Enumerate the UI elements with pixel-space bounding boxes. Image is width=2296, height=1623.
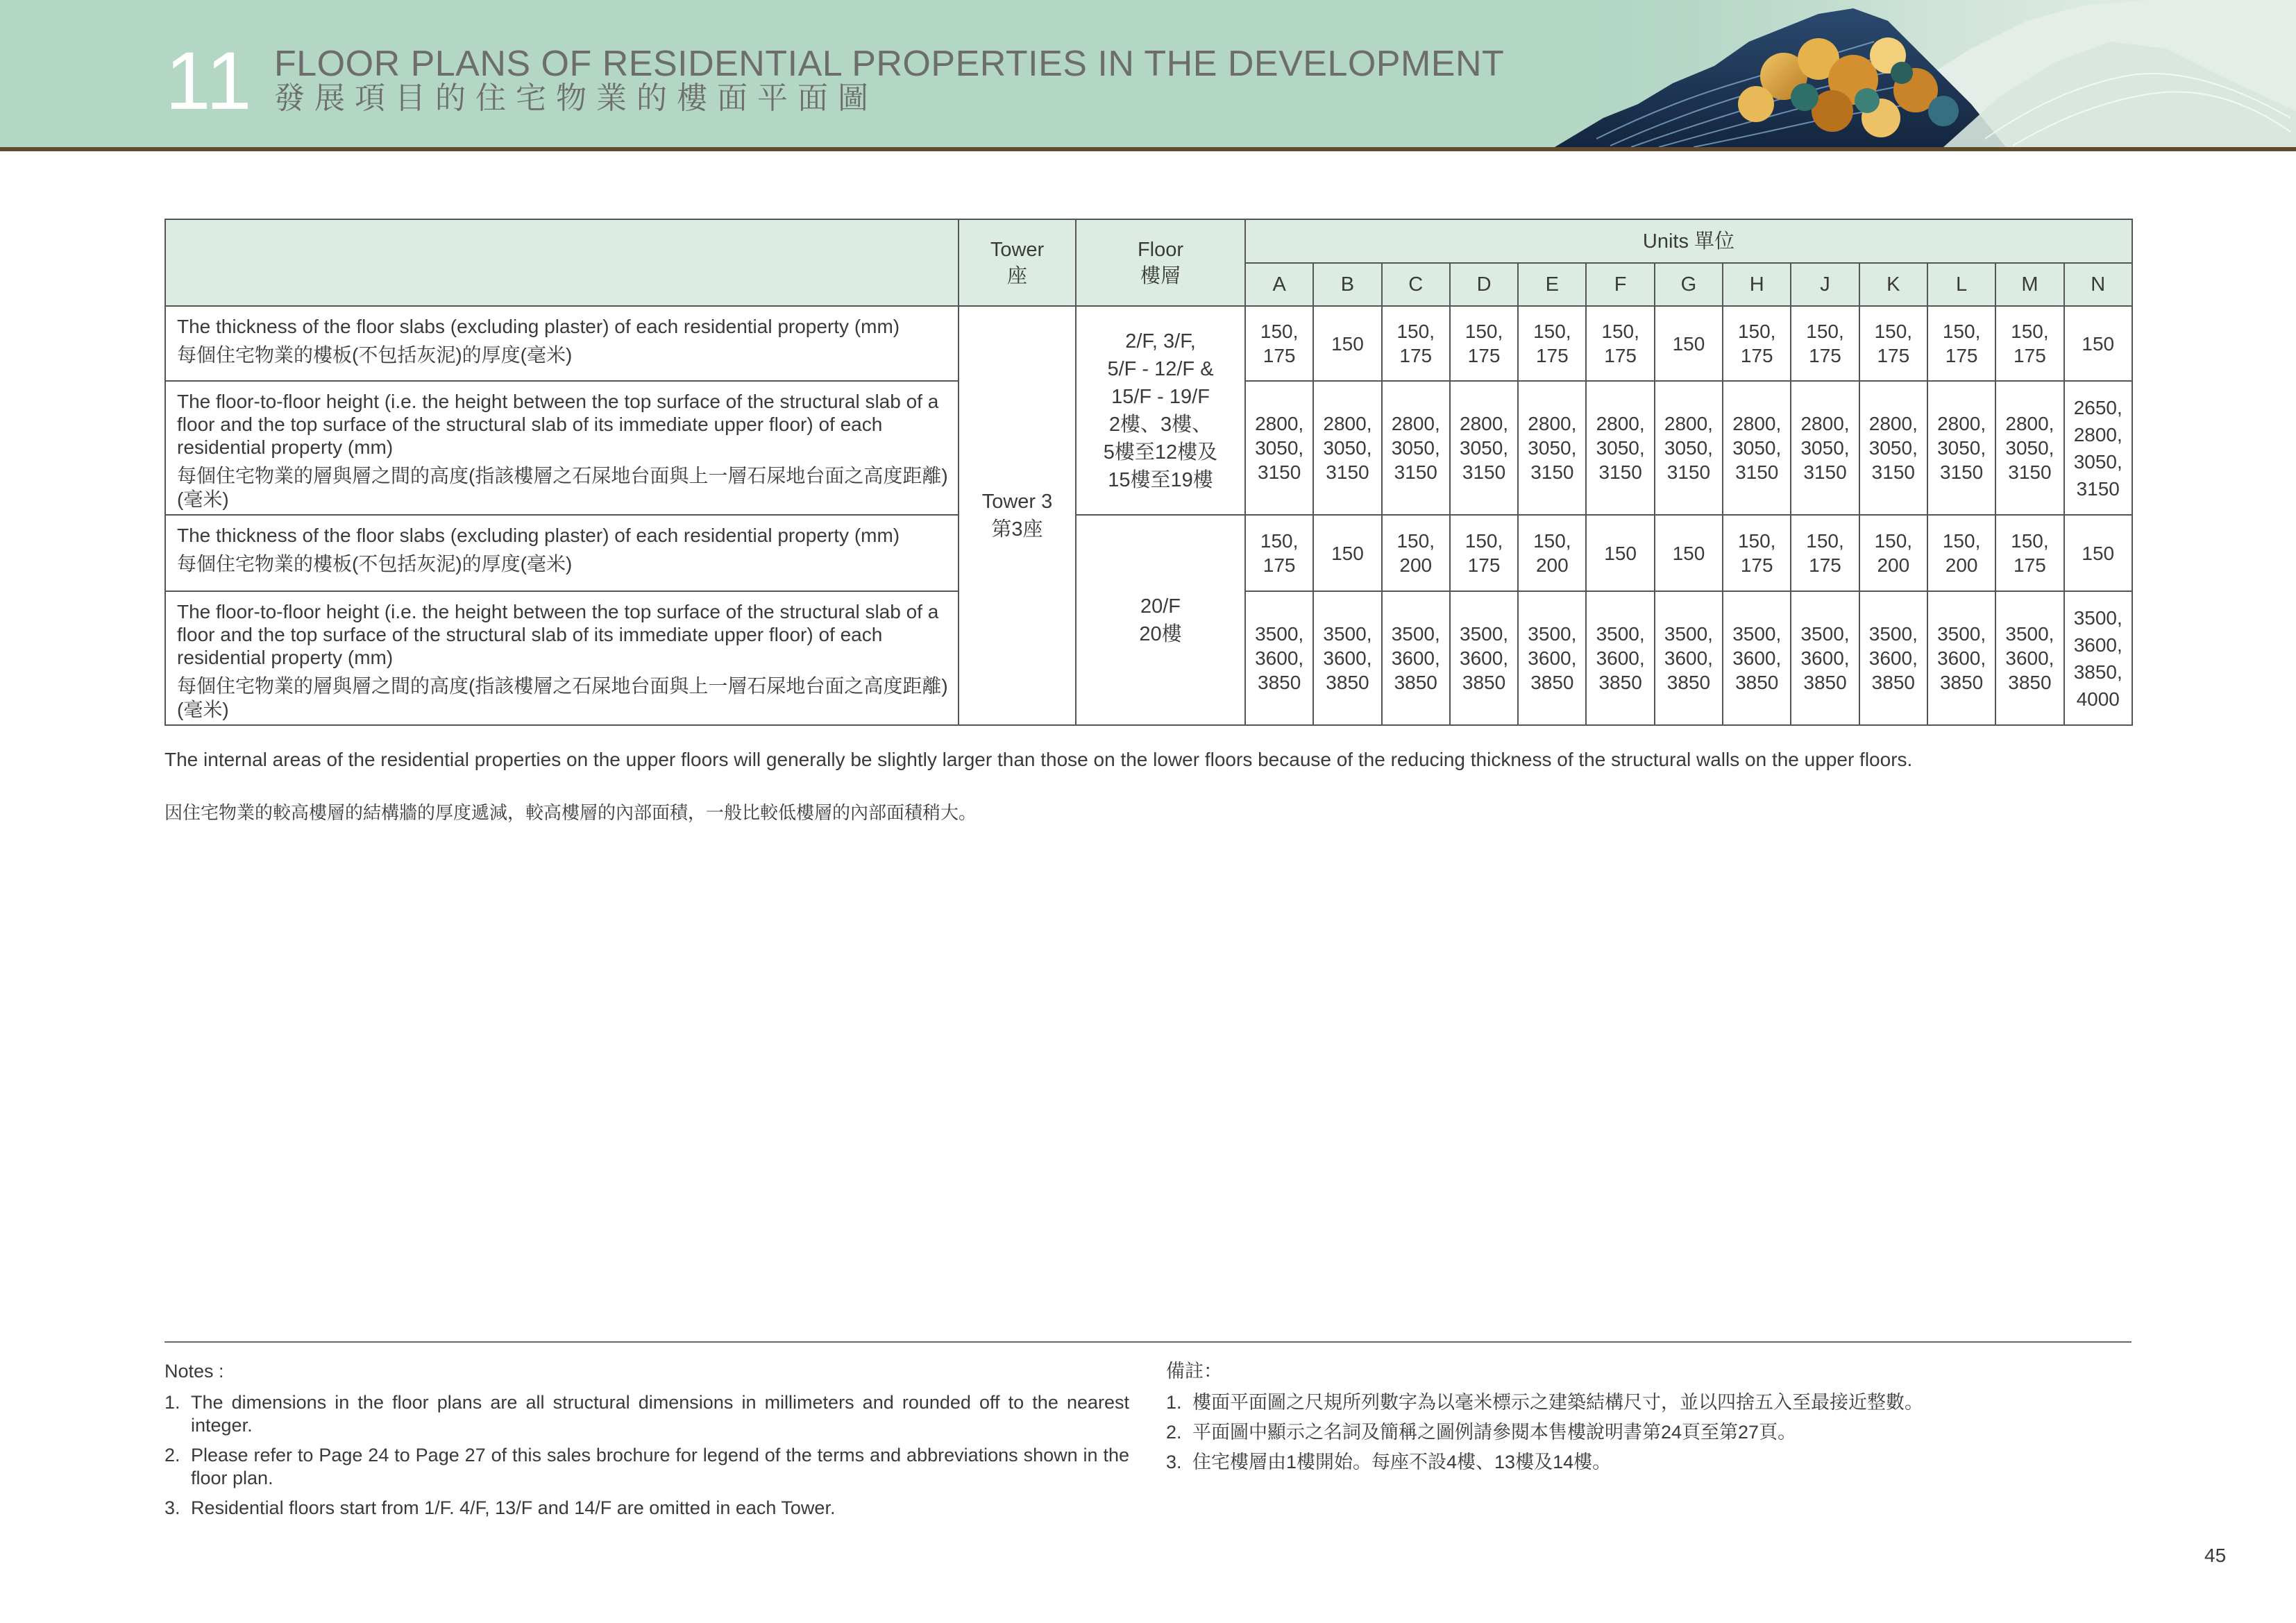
value-line: 3150 (2008, 461, 2052, 483)
unit-letter-header: A (1245, 263, 1313, 306)
unit-letter-header: K (1859, 263, 1927, 306)
value-cell (1655, 381, 1723, 515)
value-cell (1995, 515, 2063, 591)
value-cell (1450, 591, 1518, 725)
floor-line: 5/F - 12/F & (1107, 357, 1214, 380)
floor-header: Floor 樓層 (1076, 219, 1245, 306)
floor-line: 2/F, 3/F, (1125, 330, 1196, 352)
internal-area-note-en: The internal areas of the residential properties on the upper floors will generally be slightly larger than those on the lower floors because of the reducing thickness of the structural walls on the upper floors. (164, 749, 1913, 770)
value-line: 150, (2011, 530, 2049, 552)
value-line: 200 (1877, 554, 1910, 576)
value-line: 2800, (1664, 413, 1713, 434)
value-line: 3850 (1394, 672, 1437, 693)
row-label-en: The floor-to-floor height (i.e. the height between the top surface of the structural slab of a floor and the top surface of the structural slab of its immediate upper floor) of each residential property (mm) (177, 601, 939, 668)
floor-spec-table (164, 219, 2133, 726)
value-line: 175 (1467, 554, 1501, 576)
unit-letter-header: G (1655, 263, 1723, 306)
value-line: 3500, (1391, 623, 1440, 645)
value-cell (1313, 306, 1381, 381)
value-cell (1450, 381, 1518, 515)
value-line: 3850, (2073, 661, 2122, 683)
value-line: 3050, (1255, 437, 1304, 459)
unit-letter-header: B (1313, 263, 1381, 306)
value-line: 150, (1464, 530, 1503, 552)
value-cell (2064, 306, 2132, 381)
value-cell (1313, 381, 1381, 515)
value-line: 3150 (1598, 461, 1642, 483)
value-line: 3850 (1666, 672, 1711, 693)
value-line: 3600, (2005, 647, 2054, 669)
header-band (0, 0, 2296, 150)
value-line: 200 (1945, 554, 1978, 576)
value-line: 2800, (2073, 423, 2122, 445)
value-cell (1655, 591, 1723, 725)
value-line: 175 (2014, 554, 2046, 576)
notes-en (164, 1360, 1129, 1527)
value-line: 3600, (2073, 634, 2122, 656)
value-line: 150 (1672, 332, 1705, 355)
row-label (165, 381, 959, 515)
value-line: 3500, (1528, 623, 1577, 645)
value-line: 150, (1533, 321, 1571, 342)
value-line: 175 (1535, 345, 1569, 366)
value-cell (1518, 591, 1586, 725)
value-line: 175 (1945, 345, 1978, 366)
value-line: 3050, (1664, 437, 1713, 459)
value-line: 3050, (1596, 437, 1645, 459)
value-line: 150, (2011, 321, 2049, 342)
notes-heading-en: Notes : (164, 1361, 224, 1382)
value-cell (1791, 515, 1859, 591)
value-cell (1927, 306, 1995, 381)
value-line: 3150 (1871, 461, 1915, 483)
value-line: 3850 (1326, 672, 1369, 693)
note-text: Residential floors start from 1/F. 4/F, 13/F and 14/F are omitted in each Tower. (191, 1497, 836, 1518)
value-line: 3600, (1323, 647, 1372, 669)
floor-line: 20樓 (1139, 622, 1182, 645)
note-item (1166, 1391, 2131, 1414)
row-label-zh: 每個住宅物業的層與層之間的高度(指該樓層之石屎地台面與上一層石屎地台面之高度距離)(毫米) (177, 465, 948, 510)
unit-letter-header: E (1518, 263, 1586, 306)
value-line: 200 (1535, 554, 1569, 576)
value-line: 175 (1467, 345, 1501, 366)
value-cell (1382, 306, 1450, 381)
row-label (165, 591, 959, 725)
unit-letter-header: J (1791, 263, 1859, 306)
value-cell (1791, 381, 1859, 515)
value-line: 2800, (1732, 413, 1782, 434)
value-line: 150, (1601, 321, 1639, 342)
value-line: 3050, (1460, 437, 1509, 459)
note-item (1166, 1451, 2131, 1474)
row-label-en: The floor-to-floor height (i.e. the height between the top surface of the structural slab of a floor and the top surface of the structural slab of its immediate upper floor) of each residential property (mm) (177, 391, 939, 458)
value-cell (1518, 306, 1586, 381)
corner-header-cell (165, 219, 959, 306)
value-line: 150, (1260, 530, 1299, 552)
value-line: 175 (1740, 345, 1773, 366)
value-cell (1245, 381, 1313, 515)
value-cell (1791, 591, 1859, 725)
value-line: 3850 (1462, 672, 1506, 693)
value-line: 150, (1874, 321, 1913, 342)
value-line: 3150 (1666, 461, 1711, 483)
value-line: 3600, (1800, 647, 1850, 669)
row-label-zh: 每個住宅物業的樓板(不包括灰泥)的厚度(毫米) (177, 344, 573, 366)
value-line: 3150 (1735, 461, 1779, 483)
note-item (164, 1391, 1129, 1437)
value-cell (1586, 381, 1654, 515)
value-line: 150, (1260, 321, 1299, 342)
floor-line: 20/F (1140, 595, 1181, 618)
value-line: 3600, (1664, 647, 1713, 669)
floor-line: 5樓至12樓及 (1103, 441, 1218, 464)
value-line: 3850 (1803, 672, 1847, 693)
tower-value: Tower 3 (981, 491, 1053, 513)
value-cell (1518, 515, 1586, 591)
value-line: 175 (1740, 554, 1773, 576)
unit-letter-header: M (1995, 263, 2063, 306)
value-line: 3850 (1871, 672, 1915, 693)
value-line: 3150 (1326, 461, 1369, 483)
unit-letter-header: L (1927, 263, 1995, 306)
value-line: 175 (1604, 345, 1637, 366)
value-line: 3500, (1664, 623, 1713, 645)
value-cell (1927, 591, 1995, 725)
value-line: 3850 (1598, 672, 1642, 693)
value-line: 3500, (1255, 623, 1304, 645)
floor-cell (1076, 515, 1245, 725)
value-line: 3600, (1255, 647, 1304, 669)
note-number: 1. (164, 1392, 180, 1413)
note-number: 3. (1166, 1452, 1182, 1472)
value-line: 3500, (1800, 623, 1850, 645)
value-cell (1518, 381, 1586, 515)
value-line: 3150 (2076, 477, 2120, 500)
units-header: Units 單位 (1245, 219, 2132, 263)
value-line: 150 (2082, 542, 2115, 564)
floor-line: 15樓至19樓 (1108, 468, 1213, 491)
value-cell (1586, 591, 1654, 725)
floor-line: 15/F - 19/F (1111, 385, 1210, 408)
value-line: 175 (2014, 345, 2046, 366)
value-cell (1382, 515, 1450, 591)
value-line: 3500, (1596, 623, 1645, 645)
value-line: 3050, (2073, 450, 2122, 473)
row-label (165, 306, 959, 381)
value-line: 175 (1263, 345, 1296, 366)
value-cell (1995, 381, 2063, 515)
value-cell (1245, 306, 1313, 381)
unit-letter-header: C (1382, 263, 1450, 306)
value-line: 2800, (1528, 413, 1577, 434)
value-line: 3850 (1939, 672, 1984, 693)
value-line: 3600, (1937, 647, 1986, 669)
unit-letter-header: D (1450, 263, 1518, 306)
mountain-landscape-illustration (1555, 0, 2296, 147)
note-number: 2. (1166, 1422, 1182, 1443)
note-text: The dimensions in the floor plans are all structural dimensions in millimeters and rounded off to the nearest integer. (191, 1392, 1129, 1436)
value-line: 2650, (2073, 396, 2122, 418)
value-line: 2800, (1255, 413, 1304, 434)
note-item (164, 1444, 1129, 1490)
value-line: 150, (1942, 530, 1981, 552)
value-line: 175 (1809, 345, 1841, 366)
value-cell (1723, 381, 1791, 515)
note-text: 平面圖中顯示之名詞及簡稱之圖例請參閱本售樓說明書第24頁至第27頁。 (1192, 1422, 1797, 1443)
value-cell (2064, 381, 2132, 515)
value-line: 3500, (2073, 606, 2122, 629)
value-line: 3850 (1530, 672, 1574, 693)
value-cell (1723, 306, 1791, 381)
value-cell (1927, 381, 1995, 515)
value-line: 175 (1263, 554, 1296, 576)
value-line: 3150 (1939, 461, 1984, 483)
value-line: 200 (1399, 554, 1433, 576)
note-text: Please refer to Page 24 to Page 27 of this sales brochure for legend of the terms and abbreviations shown in the floor plan. (191, 1445, 1129, 1488)
value-line: 3600, (1596, 647, 1645, 669)
value-line: 150 (1604, 542, 1637, 564)
value-line: 3050, (1528, 437, 1577, 459)
value-cell (1655, 515, 1723, 591)
table-row (165, 515, 2132, 591)
value-cell (1245, 591, 1313, 725)
value-cell (1382, 381, 1450, 515)
unit-letter-header: H (1723, 263, 1791, 306)
internal-area-note-zh: 因住宅物業的較高樓層的結構牆的厚度遞減，較高樓層的內部面積，一般比較低樓層的內部面積稍大。 (164, 802, 977, 823)
page-number: 45 (2204, 1545, 2227, 1566)
value-line: 150 (2082, 332, 2115, 355)
value-cell (1859, 515, 1927, 591)
value-line: 3050, (1391, 437, 1440, 459)
unit-letter-header: N (2064, 263, 2132, 306)
notes-zh (1166, 1360, 2131, 1481)
row-label-zh: 每個住宅物業的層與層之間的高度(指該樓層之石屎地台面與上一層石屎地台面之高度距離)(毫米) (177, 675, 948, 720)
value-cell (1382, 591, 1450, 725)
value-line: 175 (1399, 345, 1433, 366)
value-line: 150 (1672, 542, 1705, 564)
value-line: 150, (1806, 530, 1844, 552)
note-number: 3. (164, 1497, 180, 1518)
note-item (1166, 1421, 2131, 1444)
value-line: 3600, (1528, 647, 1577, 669)
value-cell (1450, 515, 1518, 591)
value-line: 150, (1464, 321, 1503, 342)
value-cell (1723, 515, 1791, 591)
value-line: 150, (1874, 530, 1913, 552)
unit-letter-header: F (1586, 263, 1654, 306)
value-line: 2800, (1391, 413, 1440, 434)
value-line: 150, (1737, 530, 1776, 552)
value-line: 150 (1331, 542, 1364, 564)
note-item (164, 1497, 1129, 1520)
table-row (165, 306, 2132, 381)
value-line: 3050, (1868, 437, 1918, 459)
value-line: 150, (1806, 321, 1844, 342)
value-line: 3150 (1530, 461, 1574, 483)
value-line: 3600, (1460, 647, 1509, 669)
value-line: 3500, (1323, 623, 1372, 645)
value-cell (1723, 591, 1791, 725)
value-line: 2800, (1868, 413, 1918, 434)
chapter-number: 11 (165, 35, 253, 127)
value-cell (1791, 306, 1859, 381)
value-line: 3050, (2005, 437, 2054, 459)
value-line: 3050, (1323, 437, 1372, 459)
value-cell (1859, 591, 1927, 725)
value-line: 3050, (1732, 437, 1782, 459)
note-number: 1. (1166, 1392, 1182, 1413)
value-line: 3500, (1868, 623, 1918, 645)
value-line: 4000 (2076, 688, 2120, 710)
note-text: 樓面平面圖之尺規所列數字為以毫米標示之建築結構尺寸，並以四捨五入至最接近整數。 (1192, 1392, 1923, 1413)
value-cell (1450, 306, 1518, 381)
value-line: 3150 (1258, 461, 1301, 483)
floor-line: 2樓、3樓、 (1108, 413, 1213, 436)
value-line: 2800, (2005, 413, 2054, 434)
value-line: 3050, (1800, 437, 1850, 459)
value-cell (1995, 306, 2063, 381)
value-line: 3850 (1735, 672, 1779, 693)
notes-divider (164, 1341, 2132, 1343)
value-line: 150, (1396, 530, 1435, 552)
value-cell (1859, 306, 1927, 381)
value-line: 150 (1331, 332, 1364, 355)
value-line: 3600, (1732, 647, 1782, 669)
value-cell (1927, 515, 1995, 591)
value-line: 3500, (1937, 623, 1986, 645)
value-line: 3150 (1394, 461, 1437, 483)
value-cell (1859, 381, 1927, 515)
value-line: 2800, (1460, 413, 1509, 434)
value-cell (2064, 515, 2132, 591)
value-cell (2064, 591, 2132, 725)
note-number: 2. (164, 1445, 180, 1465)
value-line: 3850 (2008, 672, 2052, 693)
notes-list-en (164, 1391, 1129, 1520)
chapter-title-zh: 發展項目的住宅物業的樓面平面圖 (274, 81, 878, 115)
value-line: 3500, (1460, 623, 1509, 645)
notes-heading-zh: 備註： (1166, 1361, 1222, 1382)
value-cell (1655, 306, 1723, 381)
tower-header: Tower 座 (959, 219, 1076, 306)
value-cell (1995, 591, 2063, 725)
row-label-en: The thickness of the floor slabs (excluding plaster) of each residential property (mm) (177, 525, 900, 546)
row-label-zh: 每個住宅物業的樓板(不包括灰泥)的厚度(毫米) (177, 553, 573, 575)
value-line: 175 (1809, 554, 1841, 576)
value-cell (1245, 515, 1313, 591)
chapter-title-en: FLOOR PLANS OF RESIDENTIAL PROPERTIES IN THE DEVELOPMENT (274, 44, 1505, 84)
value-line: 175 (1877, 345, 1910, 366)
value-line: 3500, (1732, 623, 1782, 645)
value-line: 3600, (1391, 647, 1440, 669)
value-line: 150, (1942, 321, 1981, 342)
value-line: 2800, (1596, 413, 1645, 434)
value-line: 2800, (1800, 413, 1850, 434)
value-line: 3150 (1462, 461, 1506, 483)
value-line: 3600, (1868, 647, 1918, 669)
row-label (165, 515, 959, 591)
value-line: 150, (1396, 321, 1435, 342)
value-cell (1586, 306, 1654, 381)
value-line: 2800, (1937, 413, 1986, 434)
value-line: 2800, (1323, 413, 1372, 434)
floor-cell (1076, 306, 1245, 515)
value-line: 3850 (1258, 672, 1301, 693)
header-divider (0, 147, 2296, 151)
note-text: 住宅樓層由1樓開始。每座不設4樓、13樓及14樓。 (1192, 1452, 1612, 1472)
value-cell (1313, 515, 1381, 591)
value-cell (1586, 515, 1654, 591)
table-header-row (165, 219, 2132, 263)
value-line: 150, (1737, 321, 1776, 342)
value-line: 3500, (2005, 623, 2054, 645)
value-line: 150, (1533, 530, 1571, 552)
row-label-en: The thickness of the floor slabs (excluding plaster) of each residential property (mm) (177, 316, 900, 337)
tower-value-zh: 第3座 (991, 518, 1043, 541)
value-cell (1313, 591, 1381, 725)
value-line: 3050, (1937, 437, 1986, 459)
tower-cell (959, 306, 1076, 725)
notes-list-zh (1166, 1391, 2131, 1474)
value-line: 3150 (1803, 461, 1847, 483)
